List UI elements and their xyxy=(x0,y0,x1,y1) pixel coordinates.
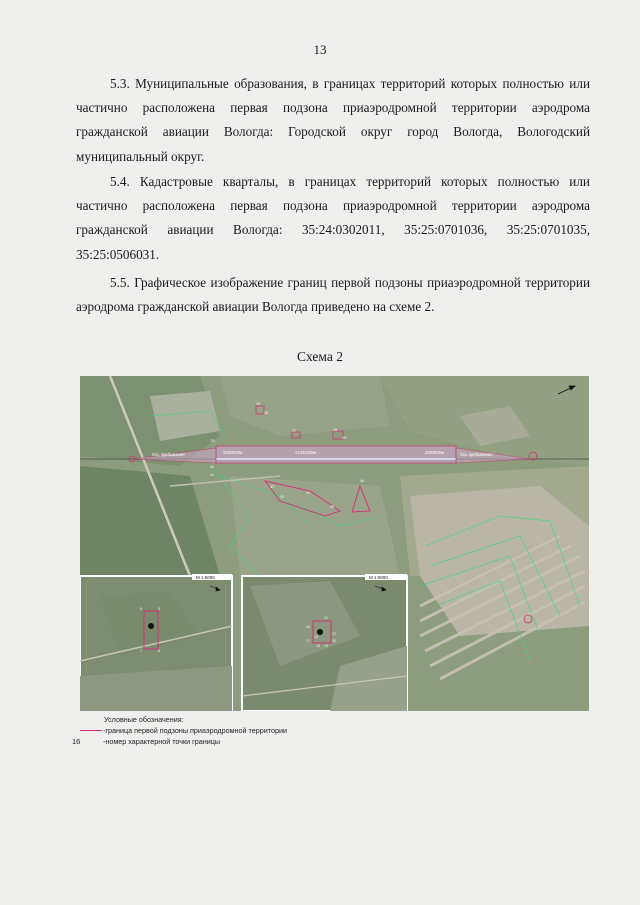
svg-text:45: 45 xyxy=(330,505,335,509)
paragraph-municipalities: 5.3. Муниципальные образования, в границах территорий которых полностью или частично расположена первая подзона приаэродромной территории аэродрома гражданской авиации Вологда: Городской округ город Вологда, Вологодский муниципальный округ. xyxy=(76,76,590,164)
svg-text:6: 6 xyxy=(158,649,160,653)
approach-label-left: Ось прибывания xyxy=(152,452,185,457)
inset-left-scale: М 1:5000 xyxy=(196,575,215,580)
svg-text:18: 18 xyxy=(316,644,320,648)
svg-text:16: 16 xyxy=(306,625,310,629)
runway-label-right: 320х600м xyxy=(425,450,444,455)
svg-text:15: 15 xyxy=(314,635,318,639)
approach-label-right: Ось прибывания xyxy=(460,452,493,457)
legend-row-point xyxy=(72,737,380,747)
svg-text:31: 31 xyxy=(211,439,216,443)
svg-text:22: 22 xyxy=(332,632,336,636)
svg-text:17: 17 xyxy=(306,639,310,643)
legend-boundary-text: -граница первой подзоны приаэродромной территории xyxy=(103,726,287,735)
svg-text:40: 40 xyxy=(210,465,215,469)
svg-text:26: 26 xyxy=(264,411,269,415)
inset-map-right xyxy=(242,574,407,711)
svg-text:46: 46 xyxy=(360,479,365,483)
page-number: 13 xyxy=(313,42,327,57)
svg-text:28: 28 xyxy=(333,428,338,432)
scheme-caption: Схема 2 xyxy=(297,349,343,364)
legend-point-text: -номер характерной точки границы xyxy=(103,737,221,746)
legend-point-sample: 16 xyxy=(72,737,81,746)
svg-text:7: 7 xyxy=(140,649,142,653)
runway-label-left: 320х600м xyxy=(223,450,242,455)
svg-text:44: 44 xyxy=(306,491,311,495)
svg-text:8: 8 xyxy=(140,607,142,611)
runway-label-center: 2140х300м xyxy=(295,450,317,455)
paragraph-graphic-reference: 5.5. Графическое изображение границ первой подзоны приаэродромной территории аэродрома гражданской авиации Вологда приведено на схеме 2. xyxy=(76,275,590,315)
svg-text:25: 25 xyxy=(256,402,261,406)
svg-text:19: 19 xyxy=(324,644,328,648)
legend-row-boundary xyxy=(80,726,380,736)
svg-text:21: 21 xyxy=(324,616,328,620)
svg-text:42: 42 xyxy=(270,485,275,489)
inset-map-left xyxy=(80,574,232,711)
legend-title: Условные обозначения: xyxy=(104,715,184,724)
svg-text:41: 41 xyxy=(210,473,215,477)
inset-right-scale: М 1:5000 xyxy=(369,575,388,580)
svg-text:5: 5 xyxy=(158,607,160,611)
scheme-map xyxy=(80,376,589,711)
map-legend xyxy=(72,712,380,762)
svg-text:20: 20 xyxy=(332,639,336,643)
paragraph-cadastral-quarters: 5.4. Кадастровые кварталы, в границах территорий которых полностью или частично расположена первая подзона приаэродромной территории аэродрома гражданской авиации Вологда: 35:24:0302011, 35:25:0701036, 35:25:0701035, 35:25:0506031. xyxy=(76,174,590,262)
svg-text:27: 27 xyxy=(292,429,297,433)
svg-text:29: 29 xyxy=(342,436,347,440)
svg-text:43: 43 xyxy=(280,495,285,499)
boundary-line-swatch xyxy=(80,730,102,731)
